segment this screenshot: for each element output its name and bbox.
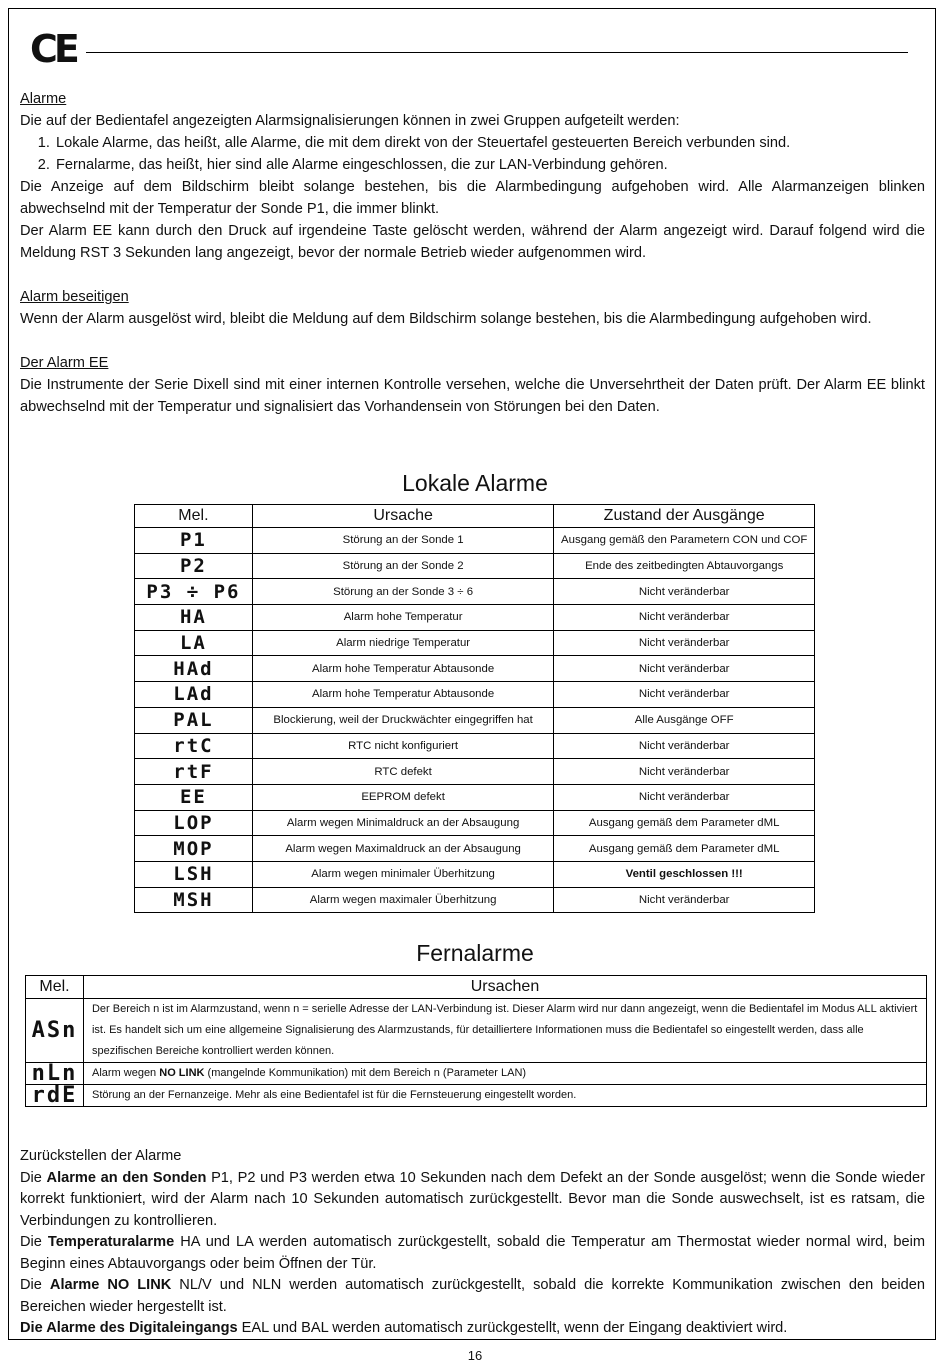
alarm-code: HA [135,605,253,631]
bold-text: Alarme NO LINK [49,1277,172,1293]
bold-text: Alarme an den Sonden [46,1169,207,1186]
alarm-code: P3 ÷ P6 [135,579,253,605]
beseitigen-title: Alarm beseitigen [20,289,129,305]
text: Die [20,1277,50,1293]
text: P1, P2 und P3 werden etwa 10 Sekunden nach dem Defekt an der Sonde ausgelöst; wenn die Sonde wieder korrekt funktioniert, wird der Alarm nach 10 Sekunden automatisch zurückgestellt. Bevor man die Sonde auswechselt, ist es ratsam, die Verbindungen zu kontrollieren. [20,1169,926,1229]
alarm-code: rtF [135,759,253,785]
page-number: 16 [467,1348,483,1363]
header-rule [86,52,908,53]
alarm-cause: Störung an der Sonde 2 [252,553,554,579]
table-row [135,707,815,733]
alarm-code: ASn [26,999,84,1063]
reset-paragraph-3 [20,1275,925,1318]
alarm-cause: Alarm niedrige Temperatur [252,630,554,656]
desc-text: (mangelnde Kommunikation) mit dem Bereich n (Parameter LAN) [204,1067,527,1079]
output-state: Nicht veränderbar [554,759,815,785]
lokale-body [135,528,815,913]
alarm-description: Der Bereich n ist im Alarmzustand, wenn n = serielle Adresse der LAN-Verbindung ist. Dieser Alarm wird nur dann angezeigt, wenn die Bedientafel im Modus ALL aktiviert ist. Es handelt sich um eine allgemeine Signalisierung des Alarmzustands, für detailliertere Informationen muss die Bedientafel so eingestellt werden, dass alle spezifischen Bereiche kontrolliert werden können. [83,999,926,1063]
desc-text: Alarm wegen [91,1067,160,1079]
reset-section [20,1146,925,1340]
table-row [135,836,815,862]
alarm-code: rdE [26,1085,84,1107]
alarm-code: LA [135,630,253,656]
output-state: Ausgang gemäß dem Parameter dML [554,836,815,862]
alarm-cause: Alarm hohe Temperatur [252,605,554,631]
ce-logo: CE [30,27,76,71]
text: HA und LA werden automatisch zurückgestellt, sobald die Temperatur am Thermostat wieder normal wird, beim Beginn eines Abtauvorgangs oder beim Öffnen der Tür. [20,1234,926,1272]
output-state: Alle Ausgänge OFF [554,707,815,733]
table-row [135,528,815,554]
output-state: Nicht veränderbar [554,656,815,682]
alarm-code: PAL [135,707,253,733]
output-state: Nicht veränderbar [554,579,815,605]
output-state: Nicht veränderbar [554,682,815,708]
alarm-cause: EEPROM defekt [252,784,554,810]
alarm-cause: Alarm hohe Temperatur Abtausonde [252,682,554,708]
output-state: Nicht veränderbar [554,630,815,656]
fern-table [25,975,927,1107]
alarm-code: nLn [26,1063,84,1085]
table-row [135,733,815,759]
bold-text: Temperaturalarme [47,1234,175,1250]
column-header: Mel. [135,505,253,528]
output-state: Nicht veränderbar [554,784,815,810]
alarm-description [83,1063,926,1085]
alarm-cause: RTC nicht konfiguriert [252,733,554,759]
output-state: Nicht veränderbar [554,605,815,631]
table-row [135,810,815,836]
table-row [135,605,815,631]
table-row [135,579,815,605]
output-state: Ausgang gemäß den Parametern CON und COF [554,528,815,554]
alarm-code: EE [135,784,253,810]
alarm-cause: Alarm wegen minimaler Überhitzung [252,861,554,887]
alarm-code: MSH [135,887,253,913]
alarm-cause: Alarm hohe Temperatur Abtausonde [252,656,554,682]
ee-title: Der Alarm EE [20,355,109,371]
alarme-paragraph-3: Der Alarm EE kann durch den Druck auf irgendeine Taste gelöscht werden, während der Alarm angezeigt wird. Darauf folgend wird die Meldung RST 3 Sekunden lang angezeigt, bevor der normale Betrieb wieder aufgenommen wird. [20,223,925,261]
table-row [135,553,815,579]
alarm-code: LSH [135,861,253,887]
alarm-cause: RTC defekt [252,759,554,785]
output-state: Nicht veränderbar [554,733,815,759]
alarm-code: rtC [135,733,253,759]
table-row [135,861,815,887]
alarm-code: LOP [135,810,253,836]
alarm-cause: Alarm wegen Maximaldruck an der Absaugung [252,836,554,862]
list-item: 2. Fernalarme, das heißt, hier sind alle Alarme eingeschlossen, die zur LAN-Verbindung gehören. [54,154,925,176]
text: Die [20,1169,47,1186]
alarm-cause: Blockierung, weil der Druckwächter eingegriffen hat [252,707,554,733]
alarm-cause: Alarm wegen Minimaldruck an der Absaugung [252,810,554,836]
reset-paragraph-2 [20,1232,925,1275]
column-header: Mel. [26,976,84,999]
column-header: Zustand der Ausgänge [554,505,815,528]
alarm-cause: Störung an der Sonde 3 ÷ 6 [252,579,554,605]
intro-section [20,88,925,418]
alarme-paragraph-2: Die Anzeige auf dem Bildschirm bleibt solange bestehen, bis die Alarmbedingung aufgehoben wird. Alle Alarmanzeigen blinken abwechselnd mit der Temperatur der Sonde P1, die immer blinkt. [20,179,925,217]
column-header: Ursachen [83,976,926,999]
reset-title: Zurückstellen der Alarme [20,1148,182,1164]
table-row [26,1063,927,1085]
table-row [135,759,815,785]
beseitigen-text: Wenn der Alarm ausgelöst wird, bleibt die Meldung auf dem Bildschirm solange bestehen, bis die Alarmbedingung aufgehoben wird. [20,311,872,327]
lokale-table [134,504,815,913]
text: NL/V und NLN werden automatisch zurückgestellt, sobald die korrekte Kommunikation zwischen den beiden Bereichen wieder hergestellt ist. [20,1277,926,1315]
output-state: Ausgang gemäß dem Parameter dML [554,810,815,836]
alarm-code: P2 [135,553,253,579]
table-row [26,1085,927,1107]
alarm-code: P1 [135,528,253,554]
bold-text: Die Alarme des Digitaleingangs [20,1320,238,1336]
table-row [26,999,927,1063]
table-row [135,887,815,913]
alarm-cause: Störung an der Sonde 1 [252,528,554,554]
text: Die [20,1234,48,1250]
table-row [135,682,815,708]
table-row [135,656,815,682]
alarm-description: Störung an der Fernanzeige. Mehr als eine Bedientafel ist für die Fernsteuerung eingestellt worden. [83,1085,926,1107]
text: EAL und BAL werden automatisch zurückgestellt, wenn der Eingang deaktiviert wird. [237,1320,788,1336]
alarme-title: Alarme [20,91,67,107]
alarm-code: HAd [135,656,253,682]
table-row [135,784,815,810]
ee-text: Die Instrumente der Serie Dixell sind mit einer internen Kontrolle versehen, welche die Unversehrtheit der Daten prüft. Der Alarm EE blinkt abwechselnd mit der Temperatur und signalisiert das Vorhandensein von Störungen bei den Daten. [20,377,925,415]
alarm-groups-list [20,132,925,176]
alarm-code: MOP [135,836,253,862]
lokale-title: Lokale Alarme [402,470,548,496]
desc-bold: NO LINK [159,1067,205,1079]
fern-title: Fernalarme [416,940,534,966]
alarm-cause: Alarm wegen maximaler Überhitzung [252,887,554,913]
column-header: Ursache [252,505,554,528]
output-state: Ventil geschlossen !!! [554,861,815,887]
reset-paragraph-1 [20,1168,925,1233]
table-row [135,630,815,656]
output-state: Ende des zeitbedingten Abtauvorgangs [554,553,815,579]
alarme-intro: Die auf der Bedientafel angezeigten Alarmsignalisierungen können in zwei Gruppen aufgeteilt werden: [20,113,680,129]
reset-paragraph-4 [20,1318,925,1340]
alarm-code: LAd [135,682,253,708]
list-item: 1. Lokale Alarme, das heißt, alle Alarme, die mit dem direkt von der Steuertafel gesteuerten Bereich verbunden sind. [54,132,925,154]
output-state: Nicht veränderbar [554,887,815,913]
